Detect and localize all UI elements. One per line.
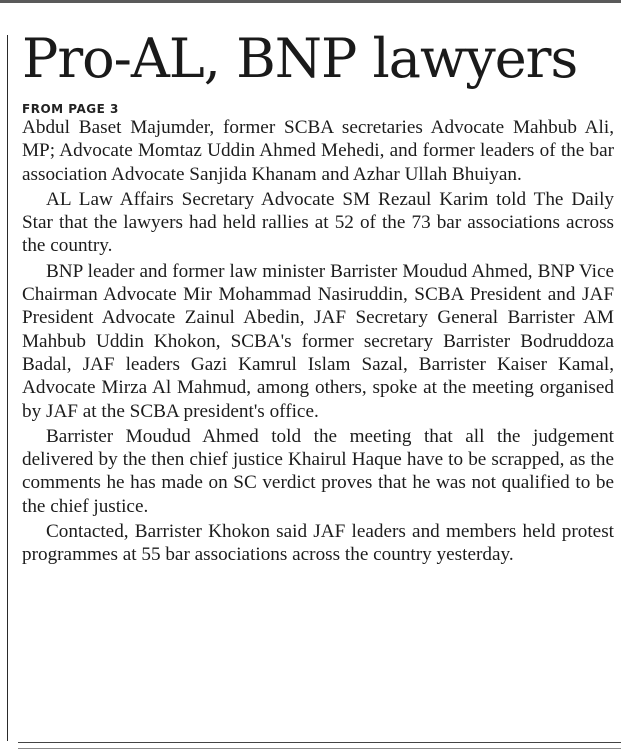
top-rule	[0, 0, 621, 3]
article-paragraph: Abdul Baset Majumder, former SCBA secretaries Advocate Mahbub Ali, MP; Advocate Momtaz Uddin Ahmed Mehedi, and former leaders of the bar association Advocate Sanjida Khanam and Azhar Ullah Bhuiyan.	[22, 117, 614, 185]
article-paragraph: Contacted, Barrister Khokon said JAF leaders and members held protest programmes at 55 bar associations across the country yesterday.	[22, 521, 614, 566]
news-article	[22, 28, 614, 567]
article-paragraph: AL Law Affairs Secretary Advocate SM Rezaul Karim told The Daily Star that the lawyers had held rallies at 52 of the 73 bar associations across the country.	[22, 188, 614, 257]
jump-line: FROM PAGE 3	[22, 102, 119, 116]
bottom-rule	[18, 742, 621, 743]
column-rule	[7, 35, 8, 741]
article-paragraph: BNP leader and former law minister Barrister Moudud Ahmed, BNP Vice Chairman Advocate Mir Mohammad Nasiruddin, SCBA President and JAF President Advocate Zainul Abedin, JAF Secretary General Barrister AM Mahbub Uddin Khokon, SCBA's former secretary Barrister Bodruddoza Badal, JAF leaders Gazi Kamrul Islam Sazal, Barrister Kaiser Kamal, Advocate Mirza Al Mahmud, among others, spoke at the meeting organised by JAF at the SCBA president's office.	[22, 260, 614, 422]
article-paragraph: Barrister Moudud Ahmed told the meeting that all the judgement delivered by the then chief justice Khairul Haque have to be scrapped, as the comments he has made on SC verdict proves that he was not qualified to be the chief justice.	[22, 425, 614, 517]
headline: Pro-AL, BNP lawyers	[22, 27, 578, 90]
bottom-rule-secondary	[18, 748, 621, 749]
